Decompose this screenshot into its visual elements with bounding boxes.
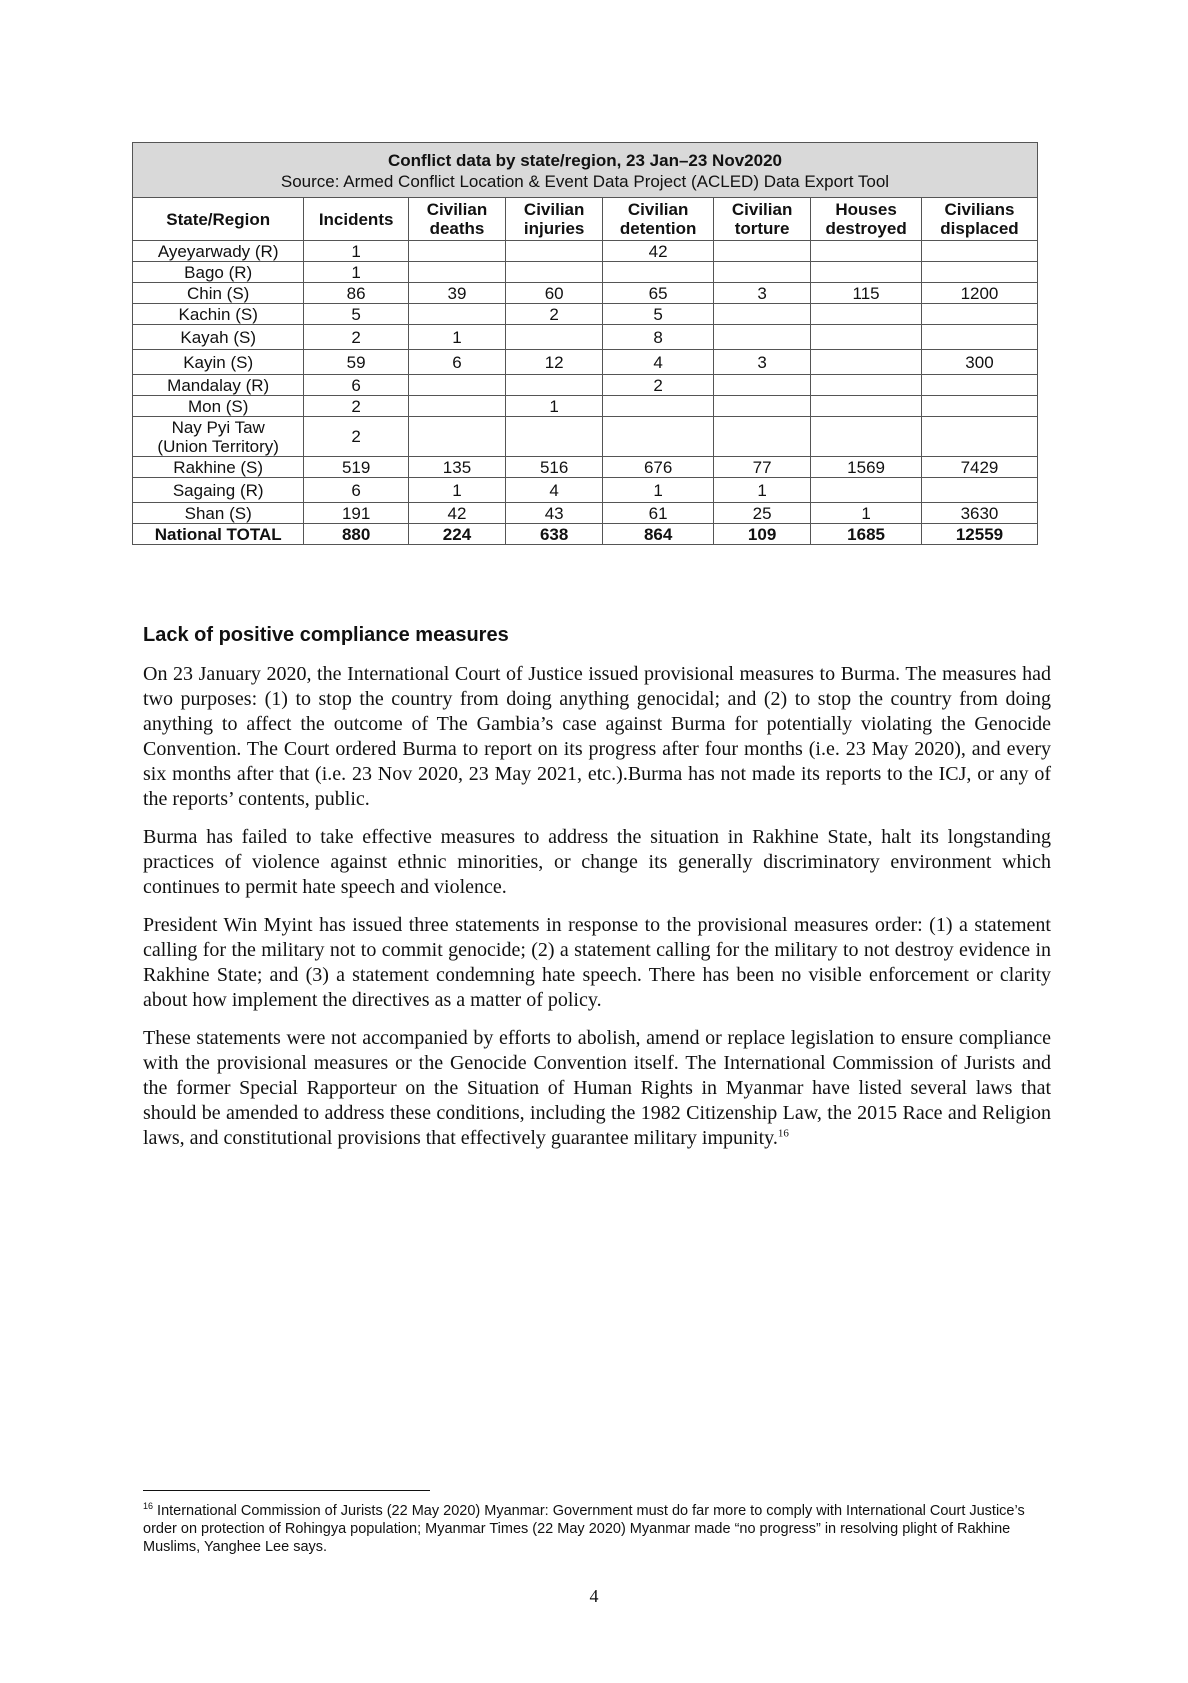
region-cell [133, 304, 304, 325]
value-cell [714, 262, 811, 283]
cell-text: 2 [653, 375, 663, 395]
cell-text: 61 [648, 503, 668, 523]
value-cell [408, 524, 505, 545]
value-cell [603, 283, 714, 304]
cell-text: 42 [447, 503, 467, 523]
table-row [133, 325, 1038, 350]
cell-text: 191 [341, 503, 371, 523]
column-header [304, 198, 409, 241]
cell-text: Mon (S) [187, 396, 249, 416]
value-cell [506, 503, 603, 524]
column-header [408, 198, 505, 241]
value-cell [714, 283, 811, 304]
cell-text: 516 [539, 457, 569, 477]
value-cell [408, 325, 505, 350]
cell-text: 1685 [847, 524, 885, 544]
table-row [133, 503, 1038, 524]
table-row [133, 304, 1038, 325]
cell-text: 2 [351, 427, 361, 446]
table-row [133, 396, 1038, 417]
value-cell [506, 524, 603, 545]
column-header [921, 198, 1037, 241]
cell-text: 1 [351, 241, 361, 261]
value-cell [603, 457, 714, 478]
value-cell [921, 304, 1037, 325]
cell-text: 864 [643, 524, 673, 544]
value-cell [603, 304, 714, 325]
value-cell [506, 396, 603, 417]
column-header [714, 198, 811, 241]
value-cell [714, 524, 811, 545]
value-cell [714, 457, 811, 478]
value-cell [811, 524, 922, 545]
value-cell [921, 241, 1037, 262]
value-cell [603, 262, 714, 283]
value-cell [921, 262, 1037, 283]
value-cell [811, 396, 922, 417]
value-cell [921, 524, 1037, 545]
cell-text: 3630 [960, 503, 999, 523]
table-row [133, 350, 1038, 375]
region-cell [133, 262, 304, 283]
value-cell [714, 375, 811, 396]
cell-text: 6 [452, 352, 462, 372]
value-cell [408, 283, 505, 304]
value-cell [506, 304, 603, 325]
value-cell [921, 396, 1037, 417]
table-row [133, 478, 1038, 503]
value-cell [603, 325, 714, 350]
table-row [133, 262, 1038, 283]
value-cell [714, 478, 811, 503]
cell-text: Kayah (S) [180, 327, 256, 347]
cell-text: 42 [648, 241, 668, 261]
value-cell [921, 325, 1037, 350]
table-row [133, 241, 1038, 262]
table-row [133, 457, 1038, 478]
paragraph-4 [143, 1026, 1051, 1151]
cell-text: 109 [747, 524, 777, 544]
cell-text: 3 [757, 283, 767, 303]
region-cell [133, 283, 304, 304]
column-header-line2: destroyed [825, 219, 907, 238]
column-header-line2: detention [619, 219, 697, 238]
value-cell [408, 350, 505, 375]
column-header-line1: Houses [835, 200, 897, 219]
column-header [811, 198, 922, 241]
value-cell [811, 304, 922, 325]
value-cell [603, 241, 714, 262]
value-cell [304, 524, 409, 545]
value-cell [921, 350, 1037, 375]
column-header-line1: Incidents [318, 209, 394, 229]
value-cell [811, 478, 922, 503]
cell-text: Kayin (S) [183, 352, 254, 372]
cell-text: 43 [544, 503, 564, 523]
table-source: Source: Armed Conflict Location & Event Data Project (ACLED) Data Export Tool [280, 172, 890, 191]
value-cell [304, 375, 409, 396]
value-cell [921, 478, 1037, 503]
value-cell [603, 350, 714, 375]
cell-text: 2 [351, 327, 361, 347]
cell-text: Rakhine (S) [173, 457, 264, 477]
region-cell [133, 375, 304, 396]
cell-text: 25 [752, 503, 772, 523]
region-cell [133, 524, 304, 545]
region-cell [133, 503, 304, 524]
region-cell [133, 350, 304, 375]
cell-text: Kachin (S) [178, 304, 258, 324]
cell-text: 1 [653, 480, 663, 500]
value-cell [304, 503, 409, 524]
table-row [133, 283, 1038, 304]
value-cell [921, 375, 1037, 396]
value-cell [811, 375, 922, 396]
value-cell [304, 241, 409, 262]
cell-text: 12 [544, 352, 564, 372]
value-cell [408, 396, 505, 417]
cell-text: Mandalay (R) [167, 375, 270, 395]
value-cell [603, 396, 714, 417]
cell-text: 7429 [960, 457, 999, 477]
table-row [133, 375, 1038, 396]
footnote-marker: 16 [143, 1501, 154, 1512]
value-cell [304, 478, 409, 503]
value-cell [921, 457, 1037, 478]
value-cell [506, 325, 603, 350]
value-cell [408, 241, 505, 262]
cell-text: 4 [653, 352, 663, 372]
cell-subtext: (Union Territory) [157, 436, 279, 456]
cell-text: 1 [861, 503, 871, 523]
value-cell [811, 241, 922, 262]
column-header-line2: displaced [940, 219, 1019, 238]
value-cell [506, 478, 603, 503]
value-cell [506, 457, 603, 478]
table-row [133, 417, 1038, 457]
value-cell [506, 262, 603, 283]
column-header-line1: Civilians [944, 200, 1015, 219]
cell-text: 60 [544, 283, 564, 303]
cell-text: 3 [757, 352, 767, 372]
value-cell [603, 417, 714, 457]
region-cell [133, 417, 304, 457]
cell-text: 59 [346, 352, 366, 372]
value-cell [304, 283, 409, 304]
value-cell [714, 350, 811, 375]
value-cell [304, 417, 409, 457]
cell-text: 5 [653, 304, 663, 324]
cell-text: 5 [351, 304, 361, 324]
cell-text: 1 [452, 327, 462, 347]
value-cell [408, 262, 505, 283]
value-cell [714, 417, 811, 457]
value-cell [811, 417, 922, 457]
cell-text: Sagaing (R) [172, 480, 264, 500]
region-cell [133, 478, 304, 503]
value-cell [811, 262, 922, 283]
value-cell [304, 304, 409, 325]
value-cell [603, 524, 714, 545]
table-body [133, 241, 1038, 545]
conflict-data-table [132, 142, 1038, 545]
cell-text: 1 [549, 396, 559, 416]
value-cell [304, 325, 409, 350]
cell-text: 300 [965, 352, 994, 372]
cell-text: 1 [757, 480, 767, 500]
value-cell [921, 283, 1037, 304]
value-cell [603, 478, 714, 503]
value-cell [714, 241, 811, 262]
column-header-line1: Civilian [523, 200, 585, 219]
paragraph-3: President Win Myint has issued three statements in response to the provisional measures order: (1) a statement calling for the military not to commit genocide; (2) a statement calling for the military to not destroy evidence in Rakhine State; and (3) a statement condemning hate speech. There has been no visible enforcement or clarity about how implement the directives as a matter of policy. [143, 914, 1051, 1011]
cell-text: Ayeyarwady (R) [157, 241, 279, 261]
table-title: Conflict data by state/region, 23 Jan–23 Nov2020 [388, 151, 782, 170]
region-cell [133, 325, 304, 350]
value-cell [811, 350, 922, 375]
section-heading: Lack of positive compliance measures [143, 624, 509, 646]
value-cell [408, 478, 505, 503]
value-cell [304, 350, 409, 375]
region-cell [133, 396, 304, 417]
paragraph-2: Burma has failed to take effective measures to address the situation in Rakhine State, halt its longstanding practices of violence against ethnic minorities, or change its generally discriminatory environment which continues to permit hate speech and violence. [143, 826, 1051, 898]
cell-text: Chin (S) [187, 283, 250, 303]
value-cell [714, 503, 811, 524]
cell-text: 65 [648, 283, 668, 303]
footnote-text: International Commission of Jurists (22 May 2020) Myanmar: Government must do far more to comply with International Court Justice’s order on protection of Rohingya population; Myanmar Times (22 May 2020) Myanmar made “no progress” in resolving plight of Rakhine Muslims, Yanghee Lee says. [143, 1503, 1025, 1555]
value-cell [304, 457, 409, 478]
value-cell [921, 503, 1037, 524]
value-cell [921, 417, 1037, 457]
region-cell [133, 241, 304, 262]
table-header-row [133, 198, 1038, 241]
region-cell [133, 457, 304, 478]
footnote-separator [143, 1490, 430, 1491]
value-cell [304, 396, 409, 417]
value-cell [408, 503, 505, 524]
value-cell [506, 375, 603, 396]
value-cell [811, 457, 922, 478]
cell-text: 2 [351, 396, 361, 416]
column-header-line1: Civilian [731, 200, 793, 219]
cell-text: 77 [752, 457, 772, 477]
column-header [603, 198, 714, 241]
value-cell [811, 283, 922, 304]
column-header-line2: injuries [523, 219, 585, 238]
cell-text: Nay Pyi Taw [171, 417, 265, 437]
value-cell [408, 375, 505, 396]
column-header-line1: State/Region [166, 209, 271, 229]
cell-text: 2 [549, 304, 559, 324]
value-cell [506, 350, 603, 375]
footnote-reference[interactable]: 16 [777, 1127, 789, 1140]
column-header [506, 198, 603, 241]
cell-text: 39 [447, 283, 467, 303]
paragraph-4-text: These statements were not accompanied by efforts to abolish, amend or replace legislation to ensure compliance with the provisional measures or the Genocide Convention itself. The International Commission of Jurists and the former Special Rapporteur on the Situation of Human Rights in Myanmar have listed several laws that should be amended to address these conditions, including the 1982 Citizenship Law, the 2015 Race and Religion laws, and constitutional provisions that effectively guarantee military impunity. [143, 1027, 1051, 1149]
page-number: 4 [589, 1586, 599, 1606]
value-cell [408, 457, 505, 478]
value-cell [304, 262, 409, 283]
value-cell [506, 417, 603, 457]
value-cell [714, 304, 811, 325]
column-header-line1: Civilian [426, 200, 488, 219]
cell-text: Shan (S) [184, 503, 252, 523]
value-cell [506, 241, 603, 262]
cell-text: National TOTAL [154, 524, 282, 544]
cell-text: 1200 [960, 283, 999, 303]
cell-text: 638 [539, 524, 569, 544]
column-header-line2: deaths [429, 219, 485, 238]
cell-text: 6 [351, 480, 361, 500]
value-cell [811, 325, 922, 350]
cell-text: 1 [452, 480, 462, 500]
cell-text: 86 [346, 283, 366, 303]
value-cell [603, 503, 714, 524]
column-header-line1: Civilian [627, 200, 689, 219]
cell-text: 8 [653, 327, 663, 347]
value-cell [714, 396, 811, 417]
cell-text: 880 [341, 524, 371, 544]
cell-text: 135 [442, 457, 472, 477]
value-cell [714, 325, 811, 350]
cell-text: 12559 [955, 524, 1004, 544]
cell-text: 115 [852, 283, 880, 303]
value-cell [811, 503, 922, 524]
footnote [143, 1502, 1043, 1556]
cell-text: 676 [643, 457, 673, 477]
cell-text: 4 [549, 480, 559, 500]
value-cell [603, 375, 714, 396]
table-total-row [133, 524, 1038, 545]
cell-text: Bago (R) [184, 262, 253, 282]
value-cell [408, 304, 505, 325]
cell-text: 224 [442, 524, 472, 544]
column-header [133, 198, 304, 241]
value-cell [408, 417, 505, 457]
table-caption [133, 143, 1038, 198]
value-cell [506, 283, 603, 304]
cell-text: 519 [341, 457, 371, 477]
column-header-line2: torture [734, 219, 790, 238]
cell-text: 6 [351, 375, 361, 395]
paragraph-1: On 23 January 2020, the International Court of Justice issued provisional measures to Burma. The measures had two purposes: (1) to stop the country from doing anything genocidal; and (2) to stop the country from doing anything to affect the outcome of The Gambia’s case against Burma for potentially violating the Genocide Convention. The Court ordered Burma to report on its progress after four months (i.e. 23 May 2020), and every six months after that (i.e. 23 Nov 2020, 23 May 2021, etc.).Burma has not made its reports to the ICJ, or any of the reports’ contents, public. [143, 663, 1051, 810]
cell-text: 1 [351, 262, 361, 282]
cell-text: 1569 [847, 457, 885, 477]
